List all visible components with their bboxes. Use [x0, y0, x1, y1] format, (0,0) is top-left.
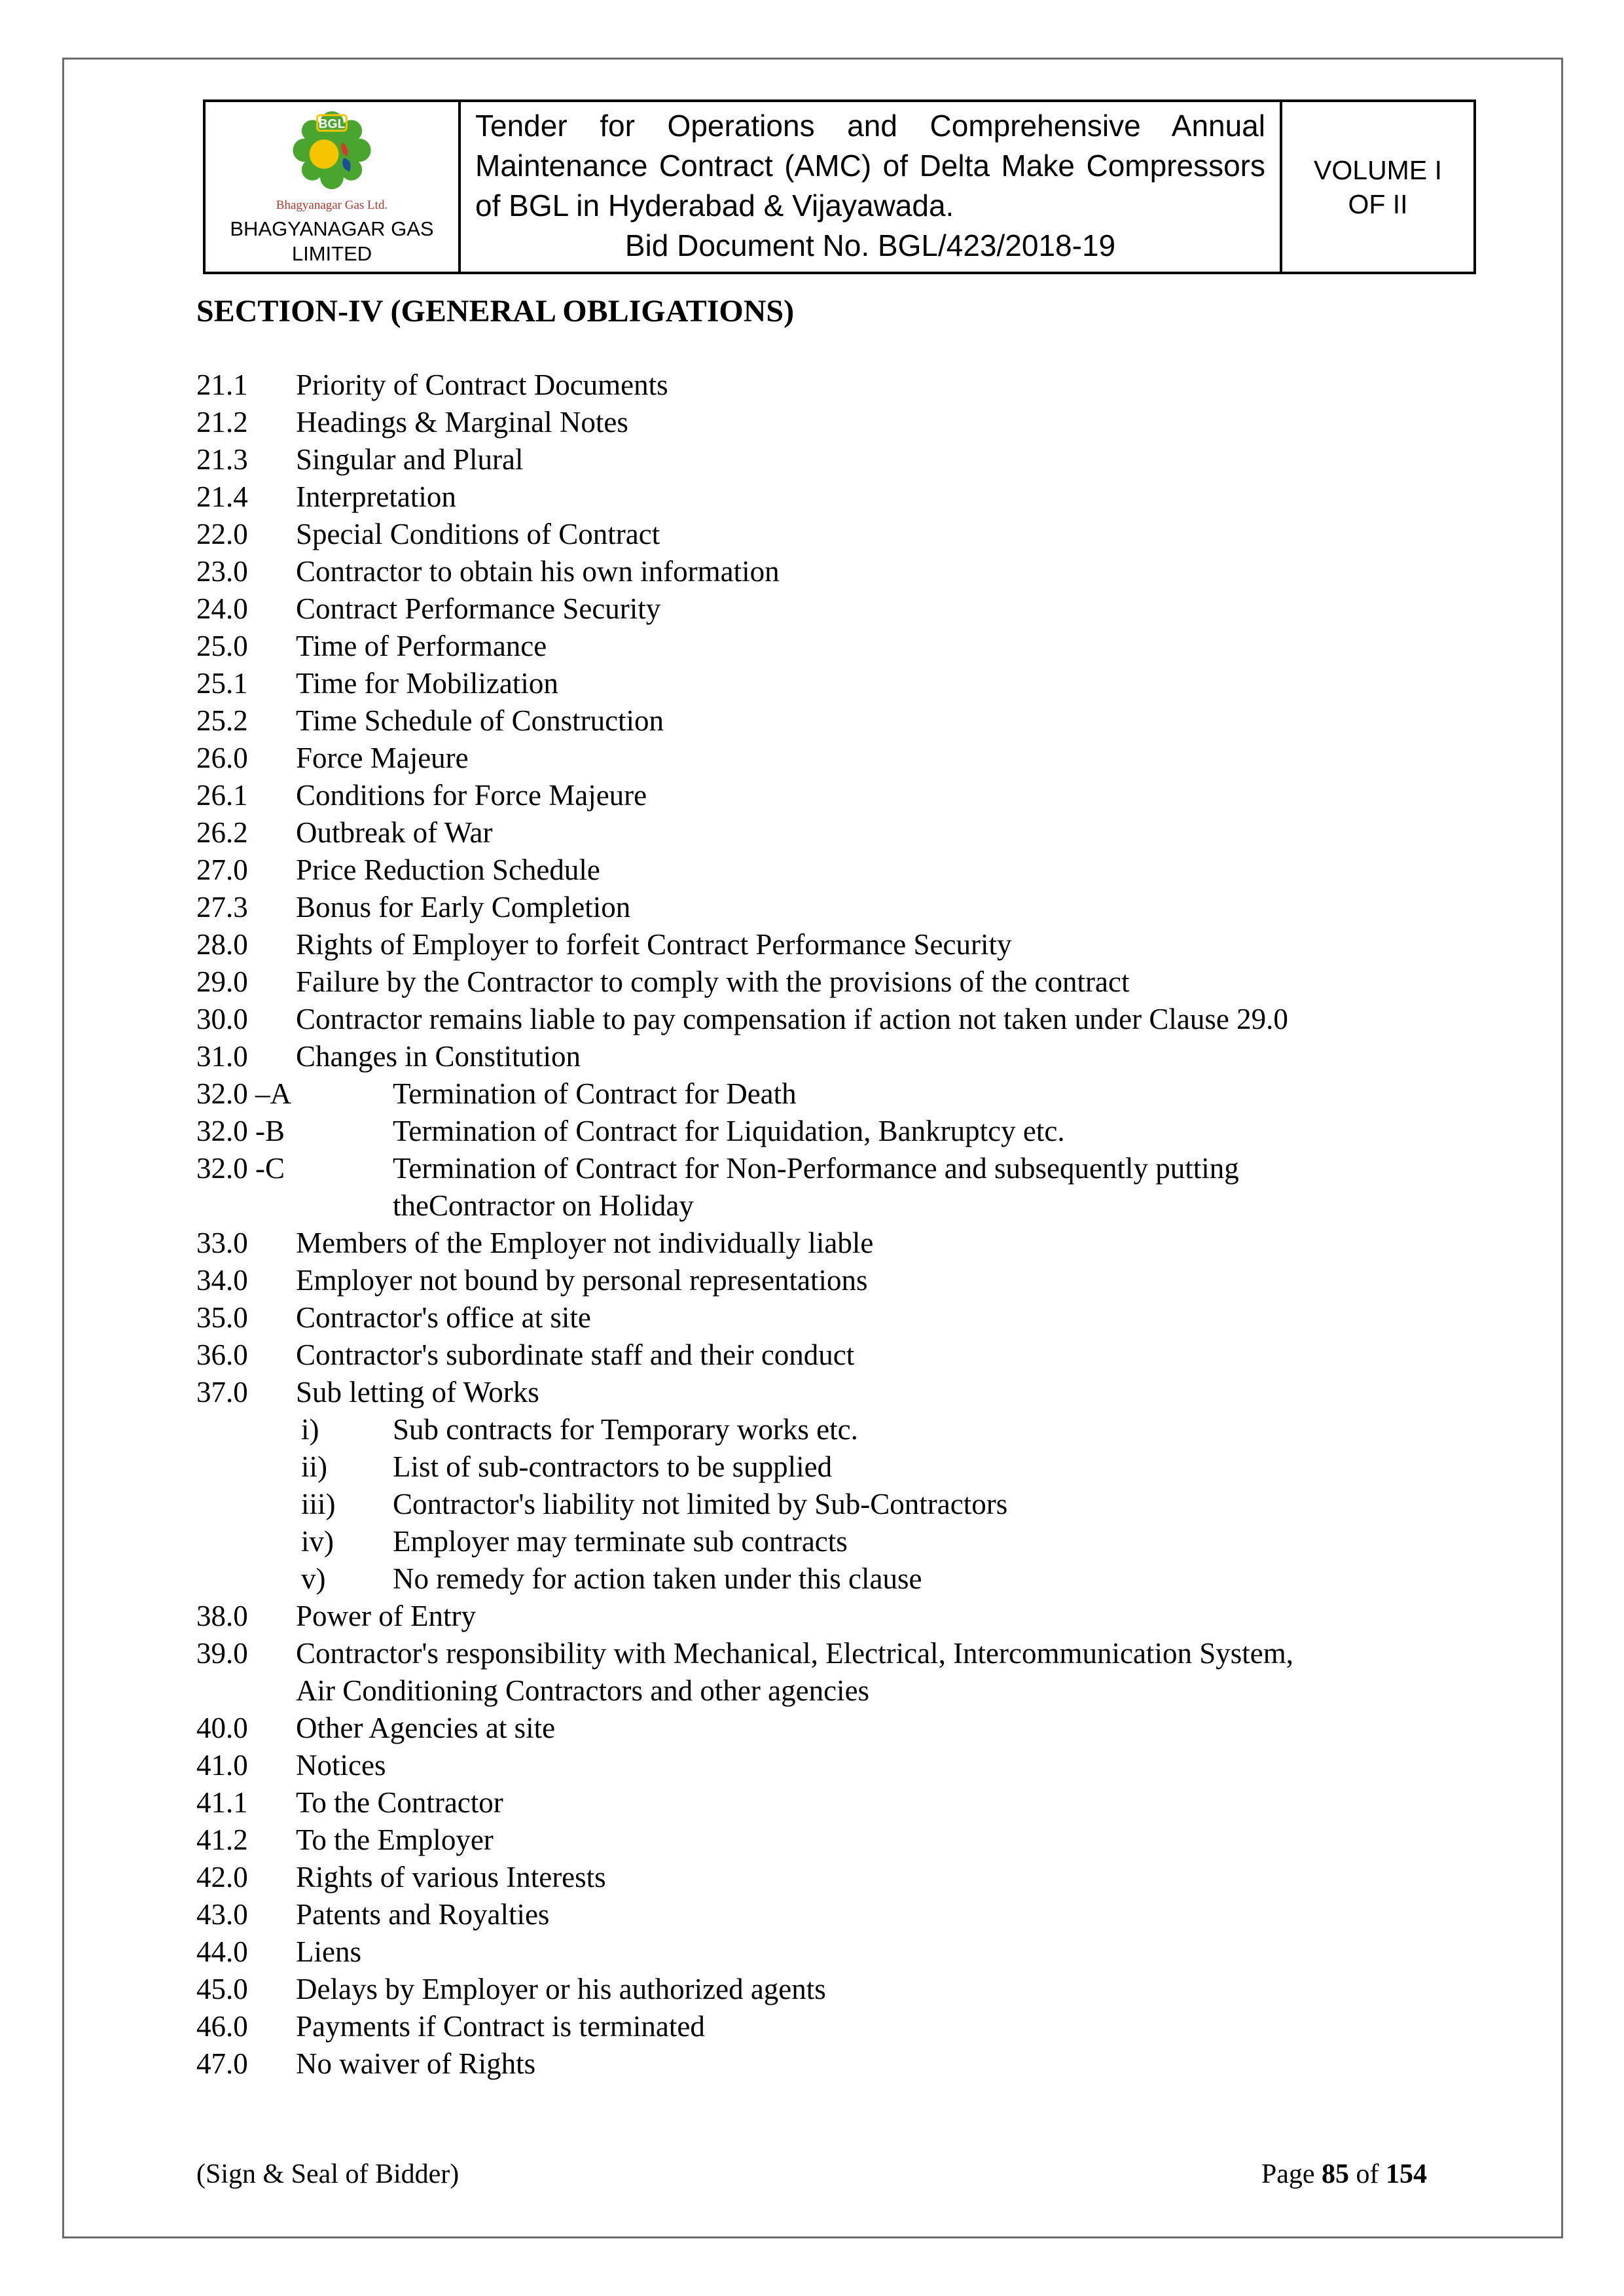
item-text: Delays by Employer or his authorized agents [296, 1973, 826, 2005]
item-number: 45.0 [196, 1973, 248, 2005]
item-text: Termination of Contract for Death [393, 1077, 797, 1110]
item-number: 32.0 -C [196, 1152, 285, 1185]
logo-tagline: Bhagyanagar Gas Ltd. [276, 198, 388, 212]
page-num: 85 [1322, 2159, 1349, 2189]
item-number: 27.0 [196, 853, 248, 886]
item-number: 29.0 [196, 965, 248, 998]
item-number: 34.0 [196, 1264, 248, 1297]
item-text: Power of Entry [296, 1600, 476, 1632]
item-number: 39.0 [196, 1637, 248, 1670]
item-text: Failure by the Contractor to comply with the provisions of the contract [296, 965, 1130, 998]
item-text: Employer not bound by personal representations [296, 1264, 868, 1297]
item-number: iv) [301, 1525, 334, 1558]
list-item [196, 1598, 1427, 1635]
list-item [196, 478, 1427, 516]
item-text: No remedy for action taken under this clause [393, 1562, 922, 1595]
item-number: 41.2 [196, 1823, 248, 1856]
item-number: 41.0 [196, 1749, 248, 1782]
logo-abbrev: BGL [318, 117, 346, 132]
item-number: 25.0 [196, 630, 248, 662]
toc-list [196, 367, 1427, 2083]
item-text: Force Majeure [296, 742, 469, 774]
bid-document-number: Bid Document No. BGL/423/2018-19 [624, 228, 1116, 262]
list-item [196, 665, 1427, 702]
list-item [196, 1001, 1427, 1038]
item-text: Contractor's subordinate staff and their conduct [296, 1338, 855, 1371]
item-text: Members of the Employer not individually liable [296, 1227, 874, 1259]
item-text: Liens [296, 1935, 361, 1968]
item-number: 42.0 [196, 1861, 248, 1893]
list-item [196, 1560, 1427, 1598]
item-number: v) [301, 1562, 326, 1595]
item-number: 32.0 –A [196, 1077, 291, 1110]
list-item [196, 1710, 1427, 1747]
item-number: 32.0 -B [196, 1115, 285, 1147]
item-number: iii) [301, 1488, 336, 1520]
list-item [196, 926, 1427, 963]
volume-line1: VOLUME I [1314, 154, 1442, 185]
item-text: Sub contracts for Temporary works etc. [393, 1413, 858, 1446]
item-text: Interpretation [296, 480, 456, 513]
page-total: 154 [1386, 2159, 1427, 2189]
list-item [196, 889, 1427, 926]
page-number [1261, 2159, 1427, 2190]
item-number: 25.1 [196, 667, 248, 700]
item-text: Termination of Contract for Non-Performance and subsequently putting theContractor on Holiday [393, 1152, 1239, 1222]
item-text: Contractor's liability not limited by Sub-Contractors [393, 1488, 1008, 1520]
item-number: 37.0 [196, 1376, 248, 1408]
page-footer [196, 2159, 1427, 2190]
item-number: 21.2 [196, 406, 248, 439]
item-number: 27.3 [196, 891, 248, 924]
list-item [196, 1113, 1427, 1150]
document-header [203, 99, 1476, 274]
item-number: 35.0 [196, 1301, 248, 1334]
list-item [196, 1859, 1427, 1896]
item-number: 24.0 [196, 592, 248, 625]
list-item [196, 1896, 1427, 1933]
item-number: 36.0 [196, 1338, 248, 1371]
list-item [196, 2008, 1427, 2045]
item-number: 23.0 [196, 555, 248, 588]
item-number: 22.0 [196, 518, 248, 550]
list-item [196, 852, 1427, 889]
list-item [196, 590, 1427, 628]
item-number: 38.0 [196, 1600, 248, 1632]
list-item [196, 1225, 1427, 1262]
list-item [196, 516, 1427, 553]
item-text: Contract Performance Security [296, 592, 661, 625]
list-item [196, 1075, 1427, 1113]
item-number: 47.0 [196, 2047, 248, 2080]
item-text: To the Contractor [296, 1786, 503, 1819]
item-text: Employer may terminate sub contracts [393, 1525, 848, 1558]
item-text: Priority of Contract Documents [296, 368, 668, 401]
page-word: Page [1261, 2159, 1315, 2189]
item-number: 30.0 [196, 1003, 248, 1035]
of-word: of [1356, 2159, 1379, 2189]
item-text: Headings & Marginal Notes [296, 406, 628, 439]
item-text: Other Agencies at site [296, 1712, 556, 1744]
list-item [196, 1933, 1427, 1971]
list-item [196, 702, 1427, 740]
item-number: 26.1 [196, 779, 248, 812]
item-text: Sub letting of Works [296, 1376, 539, 1408]
item-text: Time of Performance [296, 630, 547, 662]
item-text: Conditions for Force Majeure [296, 779, 647, 812]
item-number: 41.1 [196, 1786, 248, 1819]
item-number: 21.3 [196, 443, 248, 476]
item-text: Changes in Constitution [296, 1040, 581, 1073]
list-item [196, 1448, 1427, 1486]
tender-title: Tender for Operations and Comprehensive Annual Maintenance Contract (AMC) of Delta Make Compressors of BGL in Hyderabad & Vijayawada. [475, 109, 1265, 223]
item-text: Rights of Employer to forfeit Contract Performance Security [296, 928, 1012, 961]
list-item [196, 1784, 1427, 1821]
item-number: 28.0 [196, 928, 248, 961]
item-number: 25.2 [196, 704, 248, 737]
list-item [196, 1523, 1427, 1560]
list-item [196, 441, 1427, 478]
list-item [196, 777, 1427, 814]
item-number: 40.0 [196, 1712, 248, 1744]
sign-seal-note: (Sign & Seal of Bidder) [196, 2159, 460, 2189]
item-number: 21.1 [196, 368, 248, 401]
list-item [196, 1635, 1427, 1710]
item-text: Bonus for Early Completion [296, 891, 631, 924]
bgl-logo-icon [283, 107, 381, 202]
volume-cell [1282, 102, 1473, 272]
list-item [196, 963, 1427, 1001]
list-item [196, 1299, 1427, 1336]
list-item [196, 1038, 1427, 1075]
list-item [196, 367, 1427, 404]
item-text: Special Conditions of Contract [296, 518, 660, 550]
list-item [196, 1262, 1427, 1299]
list-item [196, 740, 1427, 777]
item-text: Contractor's office at site [296, 1301, 591, 1334]
item-text: To the Employer [296, 1823, 494, 1856]
list-item [196, 814, 1427, 852]
item-number: 31.0 [196, 1040, 248, 1073]
item-text: Time for Mobilization [296, 667, 558, 700]
item-text: Notices [296, 1749, 386, 1782]
item-number: 26.0 [196, 742, 248, 774]
volume-line2: OF II [1348, 188, 1408, 219]
logo-cell [206, 102, 461, 272]
item-text: Payments if Contract is terminated [296, 2010, 705, 2043]
list-item [196, 1486, 1427, 1523]
item-text: Contractor's responsibility with Mechanical, Electrical, Intercommunication System, Air Conditioning Contractors and other agencies [296, 1637, 1293, 1707]
list-item [196, 2045, 1427, 2083]
item-text: Time Schedule of Construction [296, 704, 664, 737]
list-item [196, 1411, 1427, 1448]
list-item [196, 628, 1427, 665]
item-text: Outbreak of War [296, 816, 493, 849]
list-item [196, 1821, 1427, 1859]
title-cell [461, 102, 1282, 272]
list-item [196, 404, 1427, 441]
company-name: BHAGYANAGAR GAS LIMITED [230, 217, 434, 265]
item-number: 33.0 [196, 1227, 248, 1259]
item-text: Termination of Contract for Liquidation, Bankruptcy etc. [393, 1115, 1065, 1147]
section-title: SECTION-IV (GENERAL OBLIGATIONS) [196, 294, 795, 329]
item-number: 43.0 [196, 1898, 248, 1931]
item-number: 44.0 [196, 1935, 248, 1968]
list-item [196, 1150, 1427, 1225]
item-text: Patents and Royalties [296, 1898, 550, 1931]
list-item [196, 553, 1427, 590]
item-text: Singular and Plural [296, 443, 524, 476]
list-item [196, 1747, 1427, 1784]
item-text: Contractor remains liable to pay compensation if action not taken under Clause 29.0 [296, 1003, 1288, 1035]
item-text: Contractor to obtain his own information [296, 555, 780, 588]
item-number: 26.2 [196, 816, 248, 849]
item-text: Rights of various Interests [296, 1861, 606, 1893]
list-item [196, 1374, 1427, 1411]
list-item [196, 1336, 1427, 1374]
item-text: No waiver of Rights [296, 2047, 536, 2080]
item-number: ii) [301, 1450, 327, 1483]
item-number: 21.4 [196, 480, 248, 513]
item-text: List of sub-contractors to be supplied [393, 1450, 833, 1483]
list-item [196, 1971, 1427, 2008]
item-text: Price Reduction Schedule [296, 853, 600, 886]
item-number: i) [301, 1413, 319, 1446]
item-number: 46.0 [196, 2010, 248, 2043]
